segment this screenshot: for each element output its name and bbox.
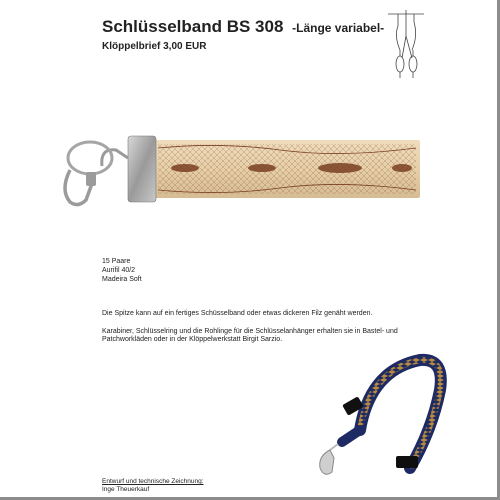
bobbin-pillow-icon <box>384 6 428 82</box>
credit-name: Inge Theuerkauf <box>102 486 150 493</box>
description-paragraph-2: Karabiner, Schlüsselring und die Rohlinge für die Schlüsselanhänger erhalten sie in Bastel- und Patchworkläden oder in der Klöppelwerkstatt Birgit Sarzio. <box>102 328 398 343</box>
spec-pairs: 15 Paare <box>102 258 131 265</box>
spec-thread: Aurifil 40/2 <box>102 267 136 274</box>
price-label: Klöppelbrief 3,00 EUR <box>102 41 207 52</box>
title-subtitle: -Länge variabel- <box>292 21 385 35</box>
lace-keyfob-photo <box>40 128 420 218</box>
lanyard-photo <box>300 350 450 480</box>
spec-thread2: Madeira Soft <box>102 276 142 283</box>
title-text: Schlüsselband BS 308 <box>102 17 284 36</box>
design-credit <box>102 478 204 494</box>
credit-label: Entwurf und technische Zeichnung: <box>102 478 204 485</box>
page-title <box>102 17 384 37</box>
description-paragraph-1: Die Spitze kann auf ein fertiges Schüsselband oder etwas dickeren Filz genäht werden. <box>102 310 373 317</box>
material-specs <box>102 258 142 285</box>
